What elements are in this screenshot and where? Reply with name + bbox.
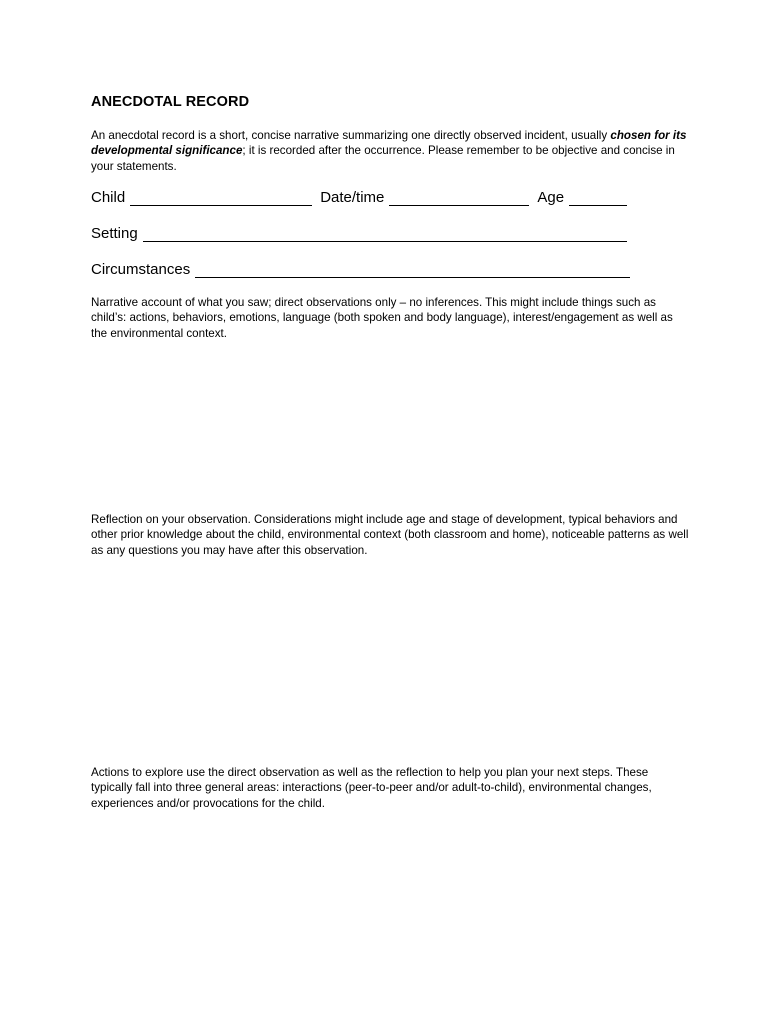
actions-instructions: Actions to explore use the direct observation as well as the reflection to help you plan your next steps. These typically fall into three general areas: interactions (peer-to-peer and/or adult-to-child), environmental changes, experiences and/or provocations for the child. bbox=[91, 766, 652, 810]
setting-label: Setting bbox=[91, 225, 138, 242]
circumstances-row bbox=[91, 261, 630, 278]
setting-field[interactable] bbox=[143, 227, 627, 242]
datetime-label: Date/time bbox=[320, 189, 385, 206]
age-field[interactable] bbox=[569, 191, 627, 206]
child-label: Child bbox=[91, 189, 126, 206]
intro-paragraph bbox=[91, 128, 691, 174]
intro-text-part1: An anecdotal record is a short, concise narrative summarizing one directly observed incident, usually bbox=[91, 129, 611, 142]
setting-row bbox=[91, 225, 627, 242]
circumstances-label: Circumstances bbox=[91, 261, 191, 278]
child-date-age-row bbox=[91, 189, 627, 206]
narrative-instructions: Narrative account of what you saw; direct observations only – no inferences. This might include things such as child’s: actions, behaviors, emotions, language (both spoken and body language), interest/engagement as well as the environmental context. bbox=[91, 296, 673, 340]
age-label: Age bbox=[537, 189, 565, 206]
circumstances-field[interactable] bbox=[195, 263, 630, 278]
reflection-instructions: Reflection on your observation. Considerations might include age and stage of development, typical behaviors and other prior knowledge about the child, environmental context (both classroom and home), noticeable patterns as well as any questions you may have after this observation. bbox=[91, 513, 689, 557]
intro-emphasis: chosen for its developmental significance bbox=[91, 129, 687, 158]
form-title: ANECDOTAL RECORD bbox=[91, 94, 250, 110]
intro-text-part2: ; it is recorded after the occurrence. Please remember to be objective and concise in your statements. bbox=[91, 144, 675, 173]
child-field[interactable] bbox=[130, 191, 312, 206]
datetime-field[interactable] bbox=[389, 191, 529, 206]
